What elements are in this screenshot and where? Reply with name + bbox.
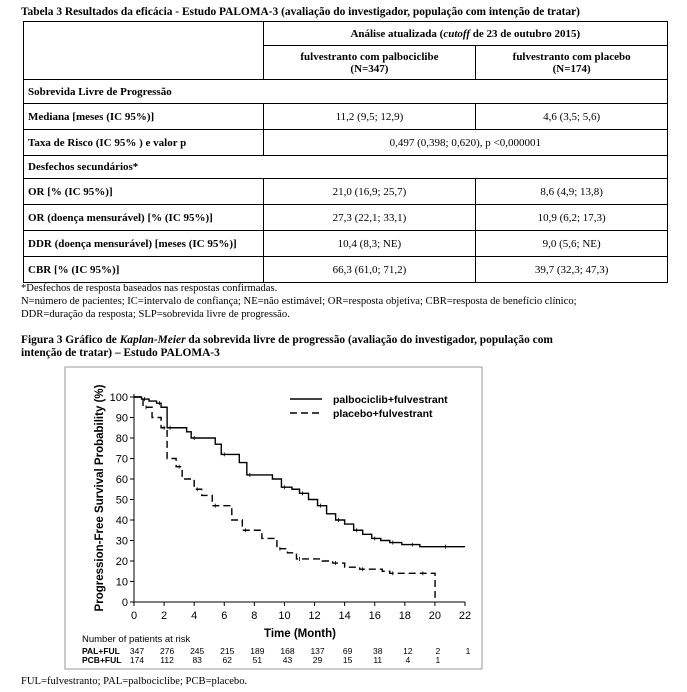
cell-palbociclib: 66,3 (61,0; 71,2) — [263, 257, 476, 283]
y-tick-label: 70 — [115, 453, 128, 466]
row-label: Taxa de Risco (IC 95% ) e valor p — [24, 130, 264, 156]
risk-count: 168 — [280, 646, 295, 656]
row-label: Mediana [meses (IC 95%)] — [24, 104, 264, 130]
section-pfs-label: Sobrevida Livre de Progressão — [24, 80, 668, 104]
x-tick-label: 22 — [458, 610, 472, 622]
cell-placebo: 4,6 (3,5; 5,6) — [476, 104, 668, 130]
y-tick-label: 80 — [115, 433, 128, 445]
cell-palbociclib: 27,3 (22,1; 33,1) — [263, 205, 476, 231]
risk-count: 69 — [342, 646, 353, 656]
x-tick-label: 14 — [338, 610, 351, 622]
cell-palbociclib: 11,2 (9,5; 12,9) — [263, 104, 476, 130]
figure-footer: FUL=fulvestranto; PAL=palbociclibe; PCB=placebo. — [21, 676, 248, 687]
row-label: DDR (doença mensurável) [meses (IC 95%)] — [24, 231, 264, 257]
y-tick-label: 100 — [109, 392, 128, 404]
y-tick-label: 0 — [121, 597, 128, 609]
col-placebo-header: fulvestranto com placebo (N=174) — [476, 46, 668, 80]
risk-table-title: Number of patients at risk — [82, 634, 191, 645]
risk-count: 15 — [342, 655, 353, 665]
x-axis-label: Time (Month) — [264, 628, 336, 640]
legend-label: palbociclib+fulvestrant — [333, 394, 448, 406]
footnote-3: DDR=duração da resposta; SLP=sobrevida livre de progressão. — [21, 309, 290, 320]
risk-count: 51 — [252, 655, 263, 665]
y-tick-label: 40 — [115, 515, 128, 527]
analysis-header: Análise atualizada (cutoff de 23 de outubro 2015) — [263, 22, 667, 46]
risk-count: 29 — [312, 655, 323, 665]
x-tick-label: 4 — [191, 610, 198, 622]
risk-count: 4 — [405, 655, 411, 665]
col-palbociclib-header: fulvestranto com palbociclibe (N=347) — [263, 46, 476, 80]
x-tick-label: 10 — [278, 610, 291, 622]
risk-row-label: PCB+FUL — [82, 655, 122, 665]
risk-count: 43 — [282, 655, 293, 665]
y-tick-label: 50 — [115, 494, 128, 507]
risk-count: 11 — [373, 655, 383, 665]
cell-palbociclib: 10,4 (8,3; NE) — [263, 231, 476, 257]
y-tick-label: 90 — [115, 412, 128, 425]
row-label: CBR [% (IC 95%)] — [24, 257, 264, 283]
risk-row-label: PAL+FUL — [82, 646, 120, 656]
cell-placebo: 8,6 (4,9; 13,8) — [476, 179, 668, 205]
risk-count: 137 — [310, 646, 325, 656]
row-label: OR (doença mensurável) [% (IC 95%)] — [24, 205, 264, 231]
x-tick-label: 6 — [221, 610, 228, 622]
cell-palbociclib: 21,0 (16,9; 25,7) — [263, 179, 476, 205]
x-tick-label: 8 — [251, 610, 258, 622]
section-secondary-label: Desfechos secundários* — [24, 156, 668, 179]
hazard-ratio-cell: 0,497 (0,398; 0,620), p <0,000001 — [263, 130, 667, 156]
risk-count: 12 — [403, 646, 413, 656]
risk-count: 189 — [250, 646, 265, 656]
y-axis-label: Progression-Free Survival Probability (%) — [94, 384, 106, 612]
risk-count: 215 — [220, 646, 235, 656]
risk-count: 174 — [129, 655, 145, 665]
y-tick-label: 60 — [115, 474, 128, 486]
risk-count: 1 — [465, 646, 471, 656]
x-tick-label: 18 — [398, 610, 411, 622]
x-tick-label: 2 — [161, 610, 168, 622]
x-tick-label: 16 — [368, 610, 381, 622]
table-3-title: Tabela 3 Resultados da eficácia - Estudo PALOMA-3 (avaliação do investigador, população com intenção de tratar) — [21, 6, 580, 18]
x-tick-label: 20 — [428, 610, 442, 622]
y-tick-label: 20 — [115, 556, 128, 568]
cell-placebo: 10,9 (6,2; 17,3) — [476, 205, 668, 231]
risk-count: 347 — [129, 646, 145, 656]
x-tick-label: 12 — [308, 610, 321, 622]
footnote-1: *Desfechos de resposta baseados nas respostas confirmadas. — [21, 283, 278, 294]
risk-count: 112 — [160, 655, 174, 665]
y-tick-label: 30 — [115, 535, 128, 548]
risk-count: 2 — [435, 646, 441, 656]
footnote-2: N=número de pacientes; IC=intervalo de confiança; NE=não estimável; OR=resposta objetiva; CBR=resposta de benefício clínico; — [21, 296, 577, 307]
cell-placebo: 39,7 (32,3; 47,3) — [476, 257, 668, 283]
figure-3-title: Figura 3 Gráfico de Kaplan-Meier da sobrevida livre de progressão (avaliação do investigador, população com intenção de tratar) – Estudo PALOMA-3 — [21, 334, 553, 359]
risk-count: 62 — [222, 655, 233, 665]
row-label: OR [% (IC 95%)] — [24, 179, 264, 205]
risk-count: 38 — [372, 646, 383, 656]
y-tick-label: 10 — [115, 576, 128, 589]
x-tick-label: 0 — [130, 610, 138, 622]
risk-count: 245 — [190, 646, 205, 656]
risk-count: 83 — [192, 655, 202, 665]
risk-count: 276 — [159, 646, 175, 656]
risk-count: 1 — [435, 655, 441, 665]
cell-placebo: 9,0 (5,6; NE) — [476, 231, 668, 257]
legend-label: placebo+fulvestrant — [333, 408, 433, 420]
